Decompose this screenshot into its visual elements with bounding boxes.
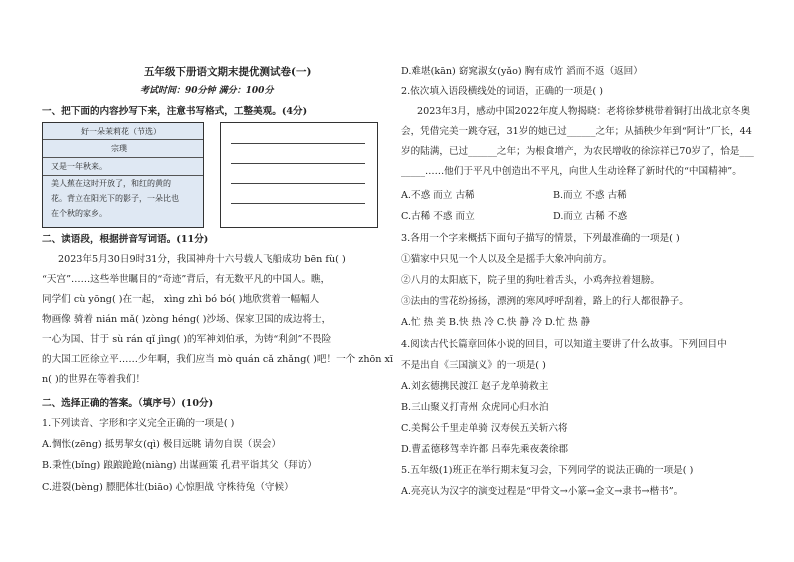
scene-item: ①猫家中只见一个人以及全是摇手大象冲向前方。 (401, 254, 613, 265)
copy-writing-box[interactable] (220, 122, 378, 228)
scene-item: ②八月的太阳底下，院子里的狗吐着舌头，小鸡奔拉着翅膀。 (401, 275, 661, 286)
writing-line (231, 183, 365, 184)
answer-options[interactable]: A.忙 热 美 B.快 热 冷 C.快 静 冷 D.忙 热 静 (401, 317, 591, 328)
option-a[interactable]: A.刘玄德携民渡江 赵子龙单骑救主 (401, 381, 549, 392)
question-stem: 4.阅读古代长篇章回体小说的回目，可以知道主要讲了什么故事。下列回目中 (401, 339, 727, 350)
option-c[interactable]: C.美髯公千里走单骑 汉寿侯五关斩六将 (401, 423, 568, 434)
option-c[interactable]: C.进裂(bèng) 膘肥体壮(biāo) 心惊胆战 守株待兔（守候） (42, 482, 294, 493)
option-d[interactable]: D.曹孟德移驾幸许都 吕奉先乘夜袭徐郡 (401, 444, 568, 455)
scene-item: ③法由的雪花纷扬扬，漂洌的寒风呼呼刮着，路上的行人都很静子。 (401, 296, 689, 307)
passage-line: 会，凭借完美一跳夺冠，31岁的她已过______之年；从插秧少年到“阿计”厂长，44 (401, 126, 752, 137)
question-stem: 2.依次填入语段横线处的词语，正确的一项是( ) (401, 86, 603, 97)
section1-heading: 一、把下面的内容抄写下来，注意书写格式，工整美观。(4分) (42, 106, 308, 117)
option-c[interactable]: C.古稀 不惑 而立 (401, 211, 475, 222)
exam-info: 考试时间：90分钟 满分：100分 (140, 86, 274, 96)
option-a[interactable]: A.亮亮认为汉字的演变过程是“甲骨文→小篆→金文→隶书→楷书”。 (401, 486, 684, 497)
passage-line: 同学们 cù yōng( )在一起， xìng zhì bó bó( )地欣赏着一幅幅人 (42, 294, 320, 305)
question-stem: 3.各用一个字来概括下面句子描写的情景，下列最准确的一项是( ) (401, 233, 680, 244)
passage-line: 物画像 骑着 nián mǎ( )zòng héng( )沙场、保家卫国的成边将士， (42, 314, 332, 325)
passage-line: “天宫”……这些举世瞩目的“奇迹”背后，有无数平凡的中国人。瞧， (42, 274, 331, 285)
option-d[interactable]: D.而立 古稀 不惑 (553, 211, 628, 222)
option-d[interactable]: D.难堪(kān) 窈窕淑女(yǎo) 胸有成竹 滔而不返（返回） (401, 66, 643, 77)
writing-line (231, 203, 365, 204)
option-b[interactable]: B.而立 不惑 古稀 (553, 190, 627, 201)
passage-line: 2023年5月30日9时31分，我国神舟十六号载人飞船成功 bēn fù( ) (58, 254, 346, 265)
poem-divider (43, 175, 203, 176)
poem-divider (43, 139, 203, 140)
poem-divider (43, 157, 203, 158)
poem-box (42, 122, 204, 228)
passage-line: 岁的陆满，已过______之年；为根食增产，为农民增收的徐淙祥已70岁了，恰是___ (401, 146, 754, 157)
option-b[interactable]: B.三山聚义打青州 众虎同心归水泊 (401, 402, 549, 413)
question-stem: 不是出自《三国演义》的一项是( ) (401, 360, 546, 371)
option-a[interactable]: A.不惑 而立 古稀 (401, 190, 475, 201)
passage-line: n( )的世界在等着我们！ (42, 374, 146, 385)
passage-line: 一心为国、甘于 sù rán qǐ jìng( )的军神刘伯承，为铸“利剑”不畏险 (42, 334, 332, 345)
poem-author: 宗璞 (111, 144, 127, 153)
section3-heading: 二、选择正确的答案。（填序号）(10分) (42, 398, 214, 409)
poem-line: 花。背立在阳光下的影子，一朵比也 (51, 194, 179, 203)
poem-line: 又是一年秋来。 (51, 162, 107, 171)
writing-line (231, 143, 365, 144)
option-b[interactable]: B.秉性(bǐng) 踉踉跄跄(niàng) 出谋画策 孔君平诣其父（拜访） (42, 460, 317, 471)
passage-line: 2023年3月，感动中国2022年度人物揭晓：老将徐梦桃带着铜打出战北京冬奥 (417, 106, 751, 117)
passage-line: _____……他们于平凡中创造出不平凡，向世人生动诠释了新时代的“中国精神”。 (401, 166, 742, 177)
passage-line: 的大国工匠徐立平……少年啊，我们应当 mò quán cǎ zhǎng( )吧！一个 zhōn xī (42, 354, 394, 365)
question-stem: 1.下列读音、字形和字义完全正确的一项是( ) (42, 418, 235, 429)
section2-heading: 二、读语段，根据拼音写词语。(11分) (42, 234, 209, 245)
page-title: 五年级下册语文期末提优测试卷(一) (144, 66, 312, 78)
poem-line: 在个秋的家乡。 (51, 209, 107, 218)
poem-line: 美人蕉在这时开放了，和红的黄的 (51, 179, 171, 188)
option-a[interactable]: A.惆怅(zēng) 抵男挈女(qì) 极目远眺 请勿自误（误会） (42, 439, 282, 450)
poem-title: 好一朵茉莉花（节选） (81, 127, 161, 136)
question-stem: 5.五年级(1)班正在举行期末复习会，下列同学的说法正确的一项是( ) (401, 465, 694, 476)
writing-line (231, 163, 365, 164)
